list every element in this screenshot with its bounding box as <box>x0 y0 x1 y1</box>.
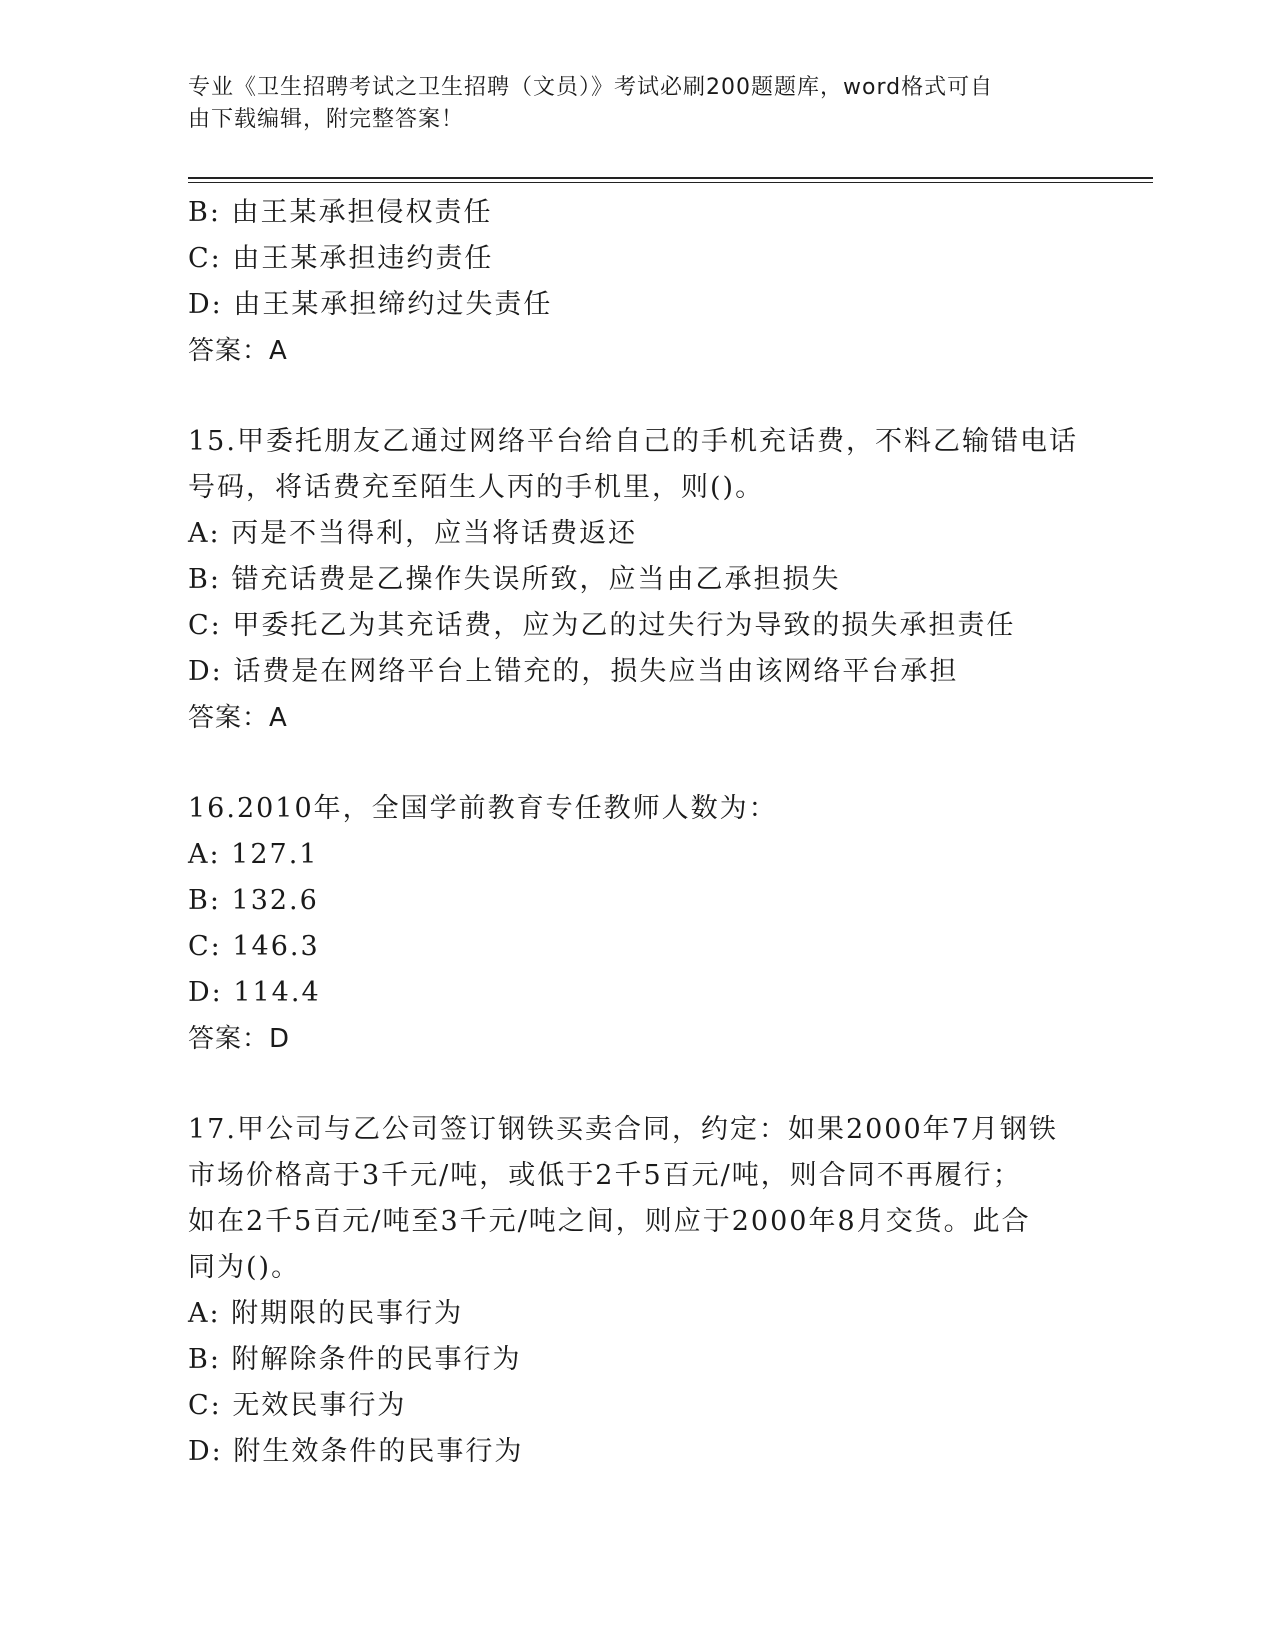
answer-line: 答案：D <box>188 1024 291 1054</box>
question-text-line: 市场价格高于3千元/吨，或低于2千5百元/吨，则合同不再履行； <box>188 1160 1022 1191</box>
option-b: B: 由王某承担侵权责任 <box>188 197 493 228</box>
option-c: C: 甲委托乙为其充话费，应为乙的过失行为导致的损失承担责任 <box>188 610 1016 641</box>
question-list <box>188 190 1088 1475</box>
option-c: C: 无效民事行为 <box>188 1390 407 1421</box>
answer-line: 答案：A <box>188 336 288 366</box>
question-16 <box>188 786 1088 1062</box>
question-text-line: 同为()。 <box>188 1252 301 1283</box>
question-text-line: 15.甲委托朋友乙通过网络平台给自己的手机充话费，不料乙输错电话 <box>188 426 1078 457</box>
option-a: A: 丙是不当得利，应当将话费返还 <box>188 518 638 549</box>
option-d: D: 话费是在网络平台上错充的，损失应当由该网络平台承担 <box>188 656 959 687</box>
option-d: D: 114.4 <box>188 977 321 1008</box>
option-c: C: 由王某承担违约责任 <box>188 243 494 274</box>
question-text-line: 17.甲公司与乙公司签订钢铁买卖合同，约定：如果2000年7月钢铁 <box>188 1114 1058 1145</box>
document-header <box>188 72 1068 136</box>
option-b: B: 132.6 <box>188 885 319 916</box>
question-text-line: 16.2010年，全国学前教育专任教师人数为： <box>188 793 778 824</box>
question-text-line: 号码，将话费充至陌生人丙的手机里，则()。 <box>188 472 765 503</box>
option-c: C: 146.3 <box>188 931 320 962</box>
header-divider <box>188 177 1153 183</box>
option-b: B: 附解除条件的民事行为 <box>188 1344 522 1375</box>
option-d: D: 由王某承担缔约过失责任 <box>188 289 553 320</box>
question-17 <box>188 1107 1088 1475</box>
question-14-continued <box>188 190 1088 374</box>
question-text-line: 如在2千5百元/吨至3千元/吨之间，则应于2000年8月交货。此合 <box>188 1206 1031 1237</box>
option-b: B: 错充话费是乙操作失误所致，应当由乙承担损失 <box>188 564 841 595</box>
option-a: A: 附期限的民事行为 <box>188 1298 464 1329</box>
answer-line: 答案：A <box>188 703 288 733</box>
header-line-2: 由下载编辑，附完整答案！ <box>188 107 465 132</box>
question-15 <box>188 419 1088 741</box>
header-line-1: 专业《卫生招聘考试之卫生招聘（文员）》考试必刷200题题库，word格式可自 <box>188 75 994 100</box>
option-a: A: 127.1 <box>188 839 319 870</box>
option-d: D: 附生效条件的民事行为 <box>188 1436 524 1467</box>
